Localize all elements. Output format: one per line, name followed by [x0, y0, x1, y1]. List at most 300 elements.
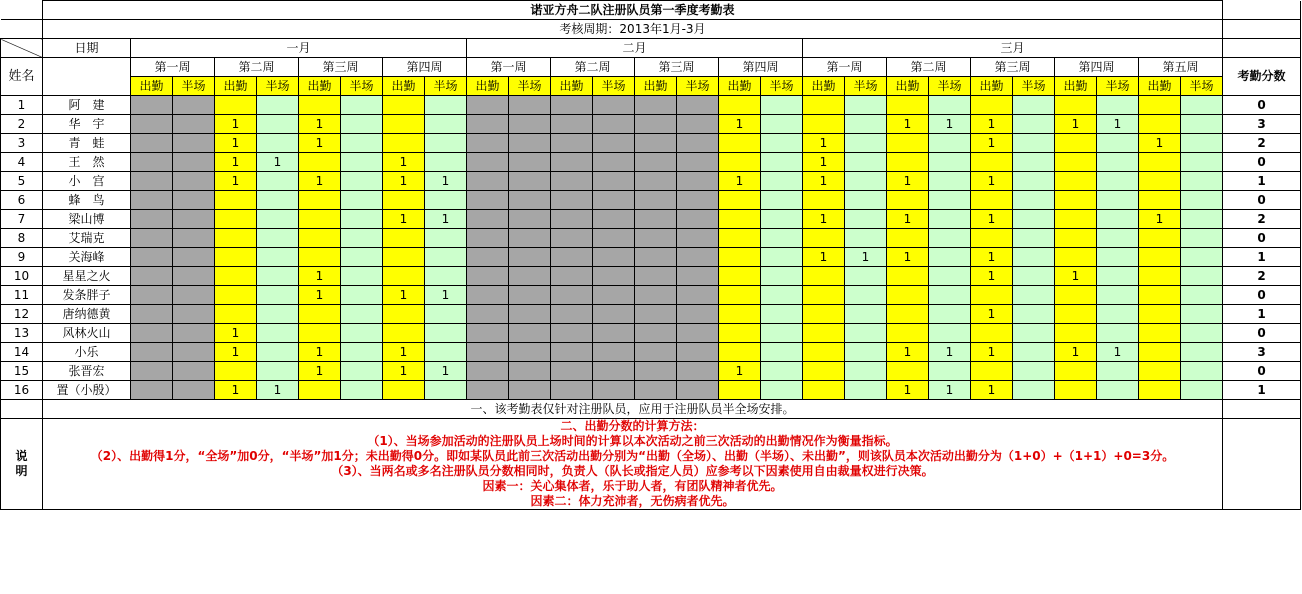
attendance-cell[interactable]	[845, 153, 887, 172]
attendance-cell[interactable]	[509, 229, 551, 248]
attendance-cell[interactable]	[887, 267, 929, 286]
attendance-cell[interactable]	[635, 267, 677, 286]
attendance-cell[interactable]	[1013, 191, 1055, 210]
row-number[interactable]: 4	[1, 153, 43, 172]
attendance-cell[interactable]	[887, 134, 929, 153]
attendance-cell[interactable]	[803, 115, 845, 134]
attend-header[interactable]: 出勤	[1139, 77, 1181, 96]
attendance-cell[interactable]	[551, 305, 593, 324]
attendance-cell[interactable]	[845, 191, 887, 210]
attendance-cell[interactable]	[173, 381, 215, 400]
attendance-cell[interactable]: 1	[257, 153, 299, 172]
week-header[interactable]: 第三周	[635, 58, 719, 77]
attendance-cell[interactable]	[593, 267, 635, 286]
attendance-cell[interactable]	[677, 362, 719, 381]
attendance-cell[interactable]: 1	[299, 134, 341, 153]
attendance-cell[interactable]	[341, 305, 383, 324]
half-header[interactable]: 半场	[1013, 77, 1055, 96]
attendance-cell[interactable]	[173, 324, 215, 343]
attendance-cell[interactable]: 1	[215, 324, 257, 343]
attendance-cell[interactable]	[803, 362, 845, 381]
attendance-cell[interactable]	[1055, 305, 1097, 324]
attendance-cell[interactable]	[425, 96, 467, 115]
row-number[interactable]: 8	[1, 229, 43, 248]
attendance-cell[interactable]: 1	[215, 134, 257, 153]
attendance-cell[interactable]	[551, 210, 593, 229]
attendance-cell[interactable]	[1013, 115, 1055, 134]
attend-header[interactable]: 出勤	[635, 77, 677, 96]
attendance-cell[interactable]	[929, 305, 971, 324]
attendance-cell[interactable]: 1	[425, 172, 467, 191]
attendance-cell[interactable]	[761, 134, 803, 153]
attendance-cell[interactable]	[467, 343, 509, 362]
attendance-cell[interactable]: 1	[215, 381, 257, 400]
attendance-cell[interactable]	[467, 210, 509, 229]
attendance-cell[interactable]	[1097, 210, 1139, 229]
half-header[interactable]: 半场	[173, 77, 215, 96]
member-name[interactable]: 关海峰	[43, 248, 131, 267]
attendance-cell[interactable]	[299, 305, 341, 324]
attendance-cell[interactable]	[1181, 115, 1223, 134]
attendance-cell[interactable]: 1	[1055, 343, 1097, 362]
attendance-cell[interactable]: 1	[425, 362, 467, 381]
attendance-cell[interactable]	[1139, 191, 1181, 210]
attendance-cell[interactable]	[257, 248, 299, 267]
attend-header[interactable]: 出勤	[1055, 77, 1097, 96]
attendance-cell[interactable]	[761, 191, 803, 210]
attendance-cell[interactable]: 1	[887, 248, 929, 267]
row-number[interactable]: 11	[1, 286, 43, 305]
attendance-cell[interactable]	[215, 362, 257, 381]
score-cell[interactable]: 0	[1223, 153, 1301, 172]
attendance-cell[interactable]	[383, 267, 425, 286]
attendance-cell[interactable]: 1	[383, 343, 425, 362]
half-header[interactable]: 半场	[677, 77, 719, 96]
attendance-cell[interactable]	[971, 96, 1013, 115]
attendance-cell[interactable]	[593, 248, 635, 267]
attendance-cell[interactable]	[1139, 305, 1181, 324]
attendance-cell[interactable]: 1	[971, 267, 1013, 286]
attendance-cell[interactable]: 1	[383, 172, 425, 191]
attendance-cell[interactable]	[1055, 381, 1097, 400]
attendance-cell[interactable]	[467, 191, 509, 210]
attendance-cell[interactable]	[425, 305, 467, 324]
attendance-cell[interactable]	[257, 172, 299, 191]
attendance-cell[interactable]	[509, 362, 551, 381]
attendance-cell[interactable]	[383, 96, 425, 115]
attendance-cell[interactable]: 1	[887, 172, 929, 191]
attendance-cell[interactable]	[341, 229, 383, 248]
attendance-cell[interactable]: 1	[383, 286, 425, 305]
week-header[interactable]: 第四周	[719, 58, 803, 77]
attendance-cell[interactable]: 1	[971, 115, 1013, 134]
attendance-cell[interactable]	[1097, 172, 1139, 191]
attendance-cell[interactable]	[887, 96, 929, 115]
attendance-cell[interactable]	[1097, 305, 1139, 324]
score-cell[interactable]: 0	[1223, 324, 1301, 343]
attendance-cell[interactable]	[1055, 362, 1097, 381]
attendance-cell[interactable]	[1181, 210, 1223, 229]
attendance-cell[interactable]	[1181, 286, 1223, 305]
member-name[interactable]: 华 宇	[43, 115, 131, 134]
attendance-cell[interactable]	[1013, 248, 1055, 267]
attendance-cell[interactable]	[803, 96, 845, 115]
attendance-cell[interactable]	[593, 153, 635, 172]
week-header[interactable]: 第四周	[383, 58, 467, 77]
blank-cell[interactable]	[1223, 39, 1301, 58]
attendance-cell[interactable]	[1181, 134, 1223, 153]
attendance-cell[interactable]	[341, 381, 383, 400]
attendance-cell[interactable]	[173, 191, 215, 210]
attendance-cell[interactable]	[467, 267, 509, 286]
attendance-cell[interactable]	[257, 286, 299, 305]
attendance-cell[interactable]: 1	[971, 172, 1013, 191]
attendance-cell[interactable]	[971, 153, 1013, 172]
attendance-cell[interactable]	[215, 305, 257, 324]
attendance-cell[interactable]	[677, 305, 719, 324]
blank-cell[interactable]	[1, 400, 43, 419]
attendance-cell[interactable]	[509, 115, 551, 134]
attendance-cell[interactable]	[509, 172, 551, 191]
attendance-cell[interactable]	[257, 191, 299, 210]
attendance-cell[interactable]	[887, 153, 929, 172]
attendance-cell[interactable]	[761, 248, 803, 267]
attendance-cell[interactable]	[677, 267, 719, 286]
attendance-cell[interactable]	[341, 267, 383, 286]
attendance-cell[interactable]	[215, 286, 257, 305]
attendance-cell[interactable]	[131, 96, 173, 115]
attendance-cell[interactable]	[509, 210, 551, 229]
attendance-cell[interactable]	[761, 286, 803, 305]
attendance-cell[interactable]	[761, 96, 803, 115]
attendance-cell[interactable]	[1139, 96, 1181, 115]
member-name[interactable]: 小乐	[43, 343, 131, 362]
attendance-cell[interactable]	[1139, 229, 1181, 248]
attendance-cell[interactable]	[425, 343, 467, 362]
attendance-cell[interactable]	[719, 343, 761, 362]
attendance-cell[interactable]	[509, 343, 551, 362]
attendance-cell[interactable]	[677, 286, 719, 305]
attendance-cell[interactable]: 1	[929, 343, 971, 362]
attendance-cell[interactable]	[971, 324, 1013, 343]
attendance-cell[interactable]	[677, 191, 719, 210]
attendance-cell[interactable]	[803, 191, 845, 210]
month-header[interactable]: 三月	[803, 39, 1223, 58]
attendance-cell[interactable]	[929, 134, 971, 153]
attendance-cell[interactable]	[425, 153, 467, 172]
attendance-cell[interactable]	[425, 324, 467, 343]
attendance-cell[interactable]	[341, 191, 383, 210]
attendance-cell[interactable]	[467, 115, 509, 134]
attendance-cell[interactable]	[719, 229, 761, 248]
attendance-cell[interactable]	[467, 172, 509, 191]
attendance-cell[interactable]	[299, 153, 341, 172]
attendance-cell[interactable]	[425, 115, 467, 134]
attendance-cell[interactable]	[341, 362, 383, 381]
attendance-cell[interactable]	[1055, 286, 1097, 305]
attendance-cell[interactable]	[467, 305, 509, 324]
attendance-cell[interactable]	[635, 210, 677, 229]
attendance-cell[interactable]	[509, 191, 551, 210]
attendance-cell[interactable]	[383, 248, 425, 267]
row-number[interactable]: 5	[1, 172, 43, 191]
attendance-cell[interactable]: 1	[215, 153, 257, 172]
attendance-cell[interactable]	[845, 96, 887, 115]
attendance-cell[interactable]	[383, 381, 425, 400]
attendance-cell[interactable]	[551, 229, 593, 248]
attendance-cell[interactable]: 1	[215, 115, 257, 134]
attendance-cell[interactable]: 1	[971, 343, 1013, 362]
attendance-cell[interactable]	[635, 229, 677, 248]
attendance-cell[interactable]	[635, 248, 677, 267]
week-header[interactable]: 第一周	[131, 58, 215, 77]
attendance-cell[interactable]: 1	[299, 286, 341, 305]
attendance-cell[interactable]: 1	[971, 248, 1013, 267]
attendance-cell[interactable]	[299, 210, 341, 229]
attendance-cell[interactable]	[887, 362, 929, 381]
attendance-cell[interactable]	[929, 248, 971, 267]
attendance-cell[interactable]: 1	[719, 115, 761, 134]
attendance-cell[interactable]	[929, 267, 971, 286]
row-number[interactable]: 9	[1, 248, 43, 267]
attendance-cell[interactable]	[1139, 248, 1181, 267]
attendance-cell[interactable]	[173, 305, 215, 324]
attendance-cell[interactable]	[1181, 267, 1223, 286]
score-header[interactable]: 考勤分数	[1223, 58, 1301, 96]
attendance-cell[interactable]	[677, 115, 719, 134]
attendance-cell[interactable]	[593, 362, 635, 381]
attendance-cell[interactable]	[593, 229, 635, 248]
attendance-cell[interactable]	[173, 153, 215, 172]
attendance-cell[interactable]	[635, 286, 677, 305]
attendance-cell[interactable]	[551, 248, 593, 267]
attendance-cell[interactable]	[719, 286, 761, 305]
attendance-cell[interactable]	[1181, 153, 1223, 172]
attendance-cell[interactable]	[551, 96, 593, 115]
attendance-cell[interactable]	[425, 381, 467, 400]
attendance-cell[interactable]	[719, 267, 761, 286]
row-number[interactable]: 7	[1, 210, 43, 229]
attendance-cell[interactable]	[803, 286, 845, 305]
attendance-cell[interactable]	[761, 115, 803, 134]
attendance-cell[interactable]	[677, 96, 719, 115]
attendance-cell[interactable]	[1097, 153, 1139, 172]
attendance-cell[interactable]	[1013, 305, 1055, 324]
attendance-cell[interactable]	[551, 191, 593, 210]
attendance-cell[interactable]	[131, 248, 173, 267]
attendance-cell[interactable]: 1	[803, 134, 845, 153]
attendance-cell[interactable]	[551, 134, 593, 153]
half-header[interactable]: 半场	[1097, 77, 1139, 96]
attendance-cell[interactable]	[383, 115, 425, 134]
attendance-cell[interactable]	[1097, 229, 1139, 248]
attendance-cell[interactable]	[1097, 96, 1139, 115]
attendance-cell[interactable]	[1013, 362, 1055, 381]
attendance-cell[interactable]	[719, 191, 761, 210]
attendance-cell[interactable]	[383, 324, 425, 343]
attendance-cell[interactable]	[1181, 191, 1223, 210]
attendance-cell[interactable]	[1013, 153, 1055, 172]
attendance-cell[interactable]: 1	[299, 362, 341, 381]
attend-header[interactable]: 出勤	[719, 77, 761, 96]
attendance-cell[interactable]	[1181, 96, 1223, 115]
name-header[interactable]: 姓名	[1, 58, 43, 96]
week-header[interactable]: 第二周	[551, 58, 635, 77]
attendance-cell[interactable]	[215, 248, 257, 267]
attendance-cell[interactable]	[761, 362, 803, 381]
attendance-cell[interactable]	[173, 286, 215, 305]
attendance-cell[interactable]	[551, 381, 593, 400]
attendance-cell[interactable]	[887, 229, 929, 248]
attendance-cell[interactable]	[467, 96, 509, 115]
attendance-cell[interactable]	[593, 324, 635, 343]
attendance-cell[interactable]	[845, 229, 887, 248]
attendance-cell[interactable]	[845, 305, 887, 324]
attendance-cell[interactable]	[425, 229, 467, 248]
score-cell[interactable]: 1	[1223, 381, 1301, 400]
attendance-cell[interactable]	[1139, 172, 1181, 191]
row-number[interactable]: 13	[1, 324, 43, 343]
attendance-cell[interactable]	[1055, 153, 1097, 172]
week-header[interactable]: 第三周	[971, 58, 1055, 77]
attendance-cell[interactable]	[173, 172, 215, 191]
row-number[interactable]: 6	[1, 191, 43, 210]
member-name[interactable]: 风林火山	[43, 324, 131, 343]
attendance-cell[interactable]	[677, 210, 719, 229]
attendance-cell[interactable]: 1	[887, 210, 929, 229]
attendance-cell[interactable]	[1139, 381, 1181, 400]
attendance-cell[interactable]	[761, 210, 803, 229]
attendance-cell[interactable]	[761, 267, 803, 286]
attendance-cell[interactable]	[425, 134, 467, 153]
attendance-cell[interactable]	[1139, 343, 1181, 362]
attendance-cell[interactable]	[341, 172, 383, 191]
attendance-cell[interactable]	[677, 153, 719, 172]
attendance-cell[interactable]	[677, 381, 719, 400]
attendance-cell[interactable]	[299, 96, 341, 115]
attendance-cell[interactable]	[1055, 96, 1097, 115]
attendance-cell[interactable]	[1181, 172, 1223, 191]
attendance-cell[interactable]	[1181, 324, 1223, 343]
notes-label[interactable]	[1, 419, 43, 510]
attendance-cell[interactable]	[1097, 286, 1139, 305]
attendance-cell[interactable]	[173, 229, 215, 248]
note-line[interactable]: 一、该考勤表仅针对注册队员，应用于注册队员半全场安排。	[43, 400, 1223, 419]
attendance-cell[interactable]	[761, 343, 803, 362]
attendance-cell[interactable]	[467, 324, 509, 343]
attendance-cell[interactable]	[341, 134, 383, 153]
attendance-cell[interactable]	[257, 115, 299, 134]
attendance-cell[interactable]	[383, 191, 425, 210]
attendance-cell[interactable]	[299, 191, 341, 210]
attendance-cell[interactable]	[677, 248, 719, 267]
attendance-cell[interactable]: 1	[383, 210, 425, 229]
attendance-cell[interactable]	[803, 343, 845, 362]
week-header[interactable]: 第四周	[1055, 58, 1139, 77]
score-cell[interactable]: 0	[1223, 286, 1301, 305]
attendance-cell[interactable]: 1	[1097, 343, 1139, 362]
month-header[interactable]: 二月	[467, 39, 803, 58]
attendance-cell[interactable]	[1013, 210, 1055, 229]
half-header[interactable]: 半场	[341, 77, 383, 96]
attendance-cell[interactable]	[173, 267, 215, 286]
attendance-cell[interactable]	[845, 362, 887, 381]
attendance-cell[interactable]	[593, 115, 635, 134]
attendance-cell[interactable]: 1	[971, 381, 1013, 400]
attendance-cell[interactable]	[1013, 134, 1055, 153]
attendance-cell[interactable]	[971, 286, 1013, 305]
attendance-cell[interactable]	[593, 305, 635, 324]
attendance-cell[interactable]	[341, 96, 383, 115]
attendance-cell[interactable]	[719, 134, 761, 153]
score-cell[interactable]: 2	[1223, 134, 1301, 153]
attendance-cell[interactable]	[929, 191, 971, 210]
member-name[interactable]: 青 蛙	[43, 134, 131, 153]
member-name[interactable]: 梁山博	[43, 210, 131, 229]
attendance-cell[interactable]	[1055, 248, 1097, 267]
attendance-cell[interactable]	[341, 343, 383, 362]
blank-cell[interactable]	[1223, 419, 1301, 510]
attendance-cell[interactable]	[635, 172, 677, 191]
blank-cell[interactable]	[1, 20, 43, 39]
half-header[interactable]: 半场	[845, 77, 887, 96]
attendance-cell[interactable]	[131, 362, 173, 381]
attendance-cell[interactable]	[383, 229, 425, 248]
member-name[interactable]: 星星之火	[43, 267, 131, 286]
attendance-cell[interactable]	[425, 191, 467, 210]
attendance-cell[interactable]: 1	[845, 248, 887, 267]
attendance-cell[interactable]	[719, 96, 761, 115]
attendance-cell[interactable]	[719, 210, 761, 229]
attendance-cell[interactable]	[131, 343, 173, 362]
attendance-cell[interactable]	[467, 248, 509, 267]
attendance-cell[interactable]	[551, 153, 593, 172]
attendance-cell[interactable]	[593, 210, 635, 229]
attendance-cell[interactable]	[929, 362, 971, 381]
score-cell[interactable]: 3	[1223, 343, 1301, 362]
attendance-cell[interactable]: 1	[1097, 115, 1139, 134]
attendance-cell[interactable]	[467, 286, 509, 305]
attendance-cell[interactable]	[1097, 267, 1139, 286]
attendance-cell[interactable]	[551, 115, 593, 134]
attendance-cell[interactable]: 1	[803, 248, 845, 267]
attendance-cell[interactable]	[845, 343, 887, 362]
attend-header[interactable]: 出勤	[467, 77, 509, 96]
attendance-cell[interactable]	[173, 96, 215, 115]
attendance-cell[interactable]	[929, 96, 971, 115]
attendance-cell[interactable]	[131, 267, 173, 286]
blank-cell[interactable]	[1223, 1, 1301, 20]
attendance-cell[interactable]	[593, 286, 635, 305]
attendance-cell[interactable]	[761, 172, 803, 191]
diagonal-header[interactable]	[1, 39, 43, 58]
attendance-cell[interactable]	[719, 324, 761, 343]
attendance-cell[interactable]	[677, 172, 719, 191]
attendance-cell[interactable]	[1097, 134, 1139, 153]
attendance-cell[interactable]	[803, 229, 845, 248]
attendance-cell[interactable]	[845, 210, 887, 229]
attendance-cell[interactable]	[131, 134, 173, 153]
attendance-cell[interactable]	[341, 153, 383, 172]
attendance-cell[interactable]	[1139, 115, 1181, 134]
row-number[interactable]: 14	[1, 343, 43, 362]
attendance-cell[interactable]	[257, 210, 299, 229]
attendance-cell[interactable]	[215, 191, 257, 210]
attend-header[interactable]: 出勤	[131, 77, 173, 96]
attendance-cell[interactable]	[257, 96, 299, 115]
attendance-cell[interactable]	[593, 172, 635, 191]
attendance-cell[interactable]	[677, 343, 719, 362]
